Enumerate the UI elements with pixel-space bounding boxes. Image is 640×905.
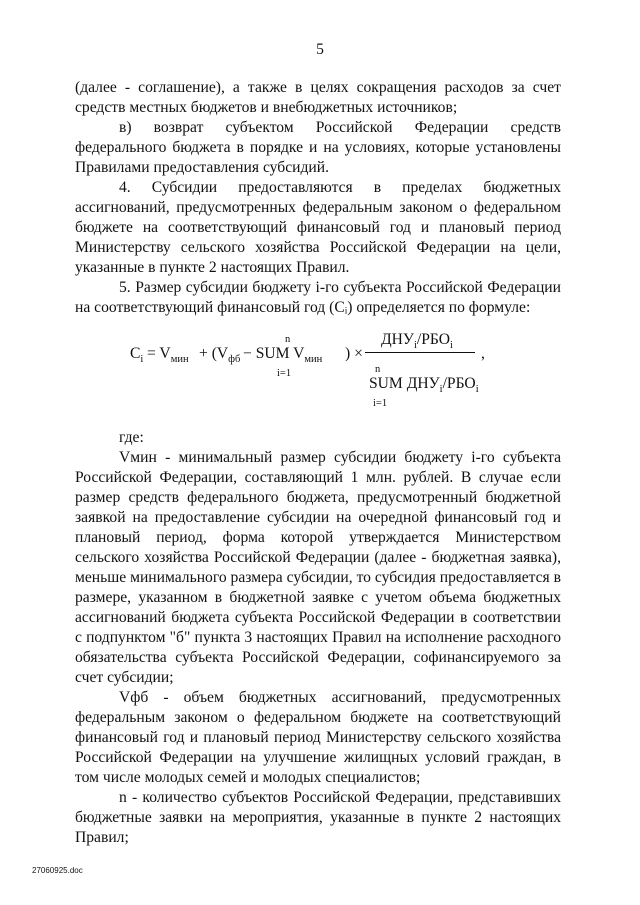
formula-sum-lower: i=1 — [277, 368, 292, 379]
where-label: где: — [119, 429, 144, 446]
formula-comma: , — [481, 345, 485, 362]
paragraph-4: 4. Субсидии предоставляются в пределах бюджетных ассигнований, предусмотренных федеральным законом о федеральном бюджете на соответствующий финансовый год и плановый период Министерству сельского хозяйства Российской Федерации на цели, указанные в пункте 2 настоящих Правил. — [75, 179, 561, 276]
formula-vmin: = $V_{мин}$ — [147, 345, 189, 365]
paragraph-continuation: (далее - соглашение), а также в целях сокращения расходов за счет средств местных бюджетов и внебюджетных источников; — [75, 79, 561, 116]
subsidy-formula — [75, 320, 561, 422]
formula-times: ) × — [345, 345, 363, 362]
fraction-line — [365, 352, 475, 353]
formula-ci: $C_i$ — [130, 345, 144, 365]
formula-sum-vmin: − SUM $V_{мин}$ — [243, 345, 323, 365]
definition-vmin: Vмин - минимальный размер субсидии бюджету i-го субъекта Российской Федерации, составляющий 1 млн. рублей. В случае если размер средств федерального бюджета, предусмотренный бюджетной заявкой на предоставление субсидии на очередной финансовый год и плановый период, форма которой утверждается Министерством сельского хозяйства Российской Федерации (далее - бюджетная заявка), меньше минимального размера субсидии, то субсидия предоставляется в размере, указанном в бюджетной заявке с учетом объема бюджетных ассигнований бюджета субъекта Российской Федерации в соответствии с подпунктом "б" пункта 3 настоящих Правил на исполнение расходного обязательства субъекта Российской Федерации, софинансируемого за счет субсидии; — [75, 449, 561, 686]
paragraph-item-v: в) возврат субъектом Российской Федерации средств федерального бюджета в порядке и на условиях, которые установлены Правилами предоставления субсидий. — [75, 119, 561, 176]
page-number: 5 — [316, 41, 324, 58]
definition-vfb: Vфб - объем бюджетных ассигнований, предусмотренных федеральным законом о федеральном бюджете на соответствующий финансовый год и плановый период Министерству сельского хозяйства Российской Федерации на улучшение жилищных условий граждан, в том числе молодых семей и молодых специалистов; — [75, 689, 561, 786]
formula-den-lower: i=1 — [373, 398, 388, 409]
definition-n: n - количество субъектов Российской Федерации, представивших бюджетные заявки на мероприятия, указанные в пункте 2 настоящих Правил; — [75, 789, 561, 846]
formula-numerator: $ДНУ_i/РБО_i$ — [381, 331, 453, 351]
paragraph-5: 5. Размер субсидии бюджету i-го субъекта Российской Федерации на соответствующий финансовый год (Cᵢ) определяется по формуле: — [75, 279, 561, 316]
formula-denominator: SUM $ДНУ_i/РБО_i$ — [369, 375, 479, 395]
footer-file-code: 27060925.doc — [32, 866, 83, 875]
document-body — [75, 78, 561, 848]
formula-sum-upper: n — [285, 334, 291, 345]
formula-vfb: + ($V_{фб}$ — [199, 345, 241, 365]
formula-den-upper: n — [375, 364, 381, 375]
